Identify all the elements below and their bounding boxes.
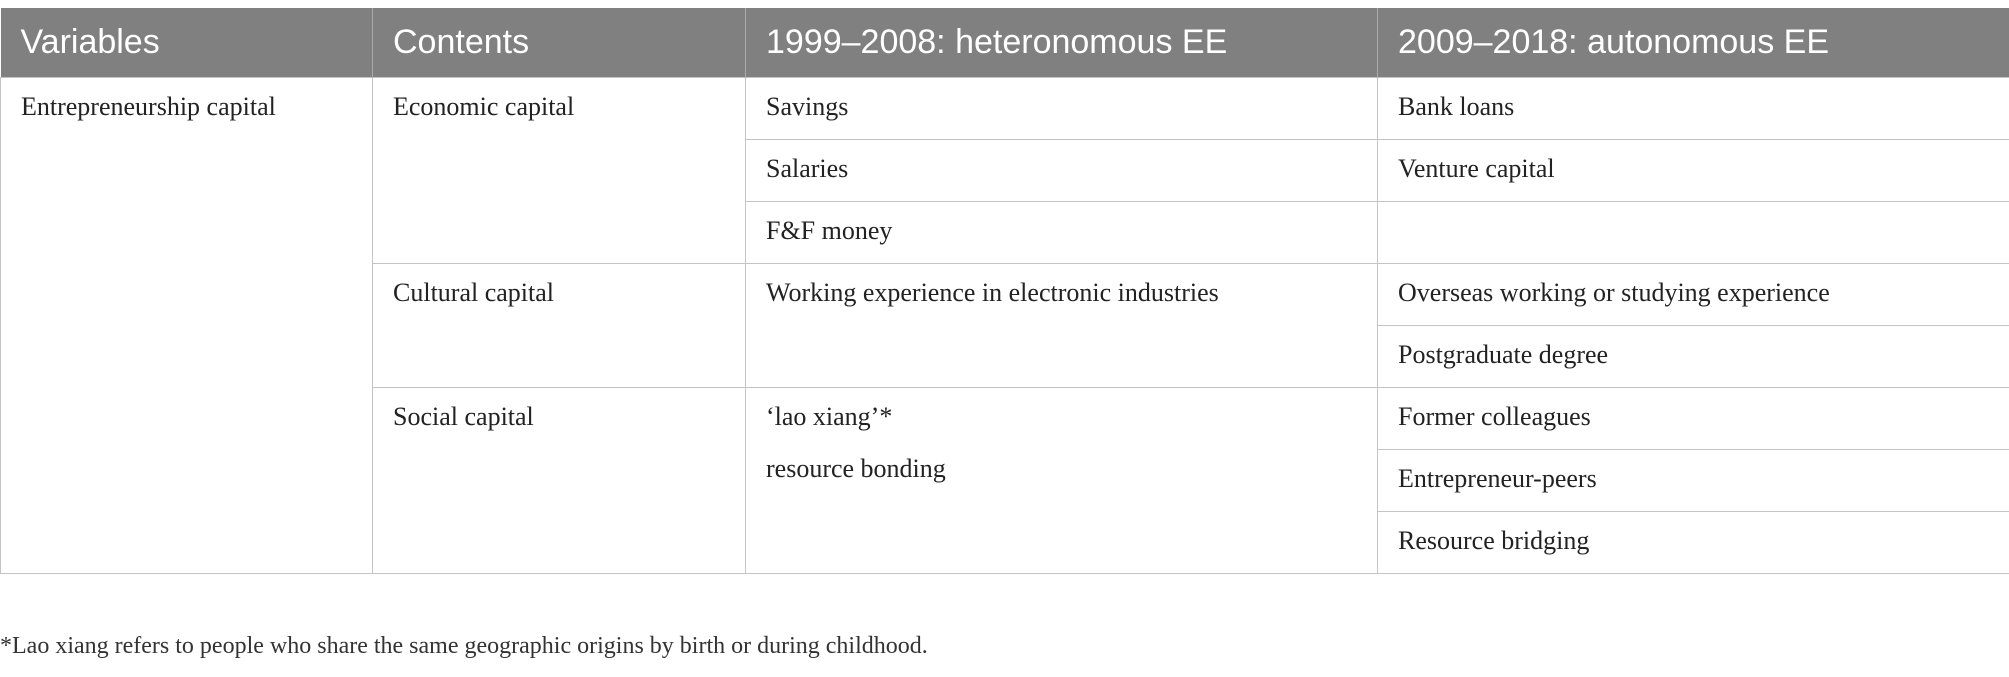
- hetero-economic-item: F&F money: [766, 216, 893, 245]
- hetero-cultural-item: Working experience in electronic industries: [766, 278, 1219, 307]
- hetero-social-cell: [746, 388, 1378, 574]
- hetero-economic-item: Salaries: [766, 154, 849, 183]
- auto-economic-item: [1398, 202, 1989, 218]
- capital-table: [0, 8, 2009, 574]
- table-body: [1, 78, 2009, 574]
- table-footnote: *Lao xiang refers to people who share the same geographic origins by birth or during childhood.: [0, 633, 928, 659]
- auto-economic-cell: [1378, 78, 2009, 140]
- header-contents: Contents: [373, 8, 746, 78]
- content-cultural-cell: [373, 264, 746, 388]
- auto-social-cell: [1378, 388, 2009, 450]
- hetero-social-item: resource bonding: [766, 454, 946, 483]
- auto-cultural-cell: [1378, 326, 2009, 388]
- hetero-economic-cell: [746, 140, 1378, 202]
- auto-economic-item: Bank loans: [1398, 92, 1515, 121]
- auto-social-cell: [1378, 450, 2009, 512]
- auto-social-cell: [1378, 512, 2009, 574]
- hetero-social-item: ‘lao xiang’*: [766, 402, 893, 431]
- auto-social-item: Resource bridging: [1398, 526, 1590, 555]
- hetero-economic-cell: [746, 78, 1378, 140]
- table-row: [1, 78, 2009, 140]
- auto-economic-cell: [1378, 202, 2009, 264]
- auto-economic-cell: [1378, 140, 2009, 202]
- hetero-social-lines: [766, 388, 1357, 482]
- header-variables: Variables: [1, 8, 373, 78]
- auto-social-item: Former colleagues: [1398, 402, 1591, 431]
- content-cultural-label: Cultural capital: [393, 278, 555, 307]
- hetero-cultural-cell: [746, 264, 1378, 388]
- header-heteronomous-period: 1999–2008: heteronomous EE: [746, 8, 1378, 78]
- auto-cultural-item: Postgraduate degree: [1398, 340, 1609, 369]
- hetero-economic-item: Savings: [766, 92, 849, 121]
- variable-label: Entrepreneurship capital: [21, 92, 276, 121]
- header-autonomous-period: 2009–2018: autonomous EE: [1378, 8, 2009, 78]
- content-social-cell: [373, 388, 746, 574]
- header-row: [1, 8, 2009, 78]
- content-economic-cell: [373, 78, 746, 264]
- auto-cultural-item: Overseas working or studying experience: [1398, 278, 1830, 307]
- content-social-label: Social capital: [393, 402, 534, 431]
- auto-cultural-cell: [1378, 264, 2009, 326]
- auto-economic-item: Venture capital: [1398, 154, 1555, 183]
- variable-cell: [1, 78, 373, 574]
- auto-social-item: Entrepreneur-peers: [1398, 464, 1597, 493]
- hetero-economic-cell: [746, 202, 1378, 264]
- content-economic-label: Economic capital: [393, 92, 575, 121]
- table-header: [1, 8, 2009, 78]
